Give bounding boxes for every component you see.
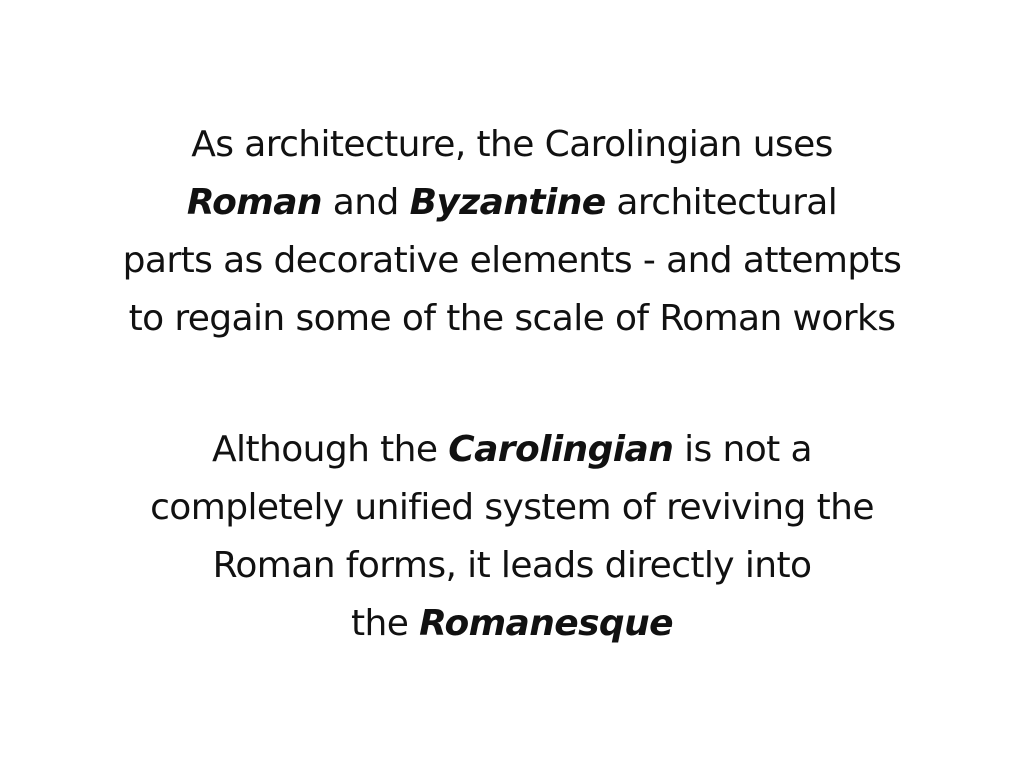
paragraph-carolingian-architecture bbox=[0, 116, 1024, 348]
paragraph-1-line-1: As architecture, the Carolingian uses bbox=[191, 124, 833, 165]
paragraph-2-line-4 bbox=[0, 595, 1024, 653]
paragraph-1-line-4: to regain some of the scale of Roman works bbox=[128, 298, 896, 339]
paragraph-1-line-3: parts as decorative elements - and attempts bbox=[122, 240, 902, 281]
paragraph-2-line-3: Roman forms, it leads directly into bbox=[212, 545, 812, 586]
paragraph-1-line-2-end: architectural bbox=[605, 182, 838, 223]
term-carolingian: Carolingian bbox=[448, 429, 674, 470]
paragraph-2-line-2: completely unified system of reviving the bbox=[150, 487, 874, 528]
paragraph-2-line-4-start: the bbox=[351, 603, 420, 644]
paragraph-2-line-1 bbox=[0, 421, 1024, 479]
paragraph-carolingian-romanesque bbox=[0, 421, 1024, 653]
paragraph-1-line-2-mid: and bbox=[321, 182, 410, 223]
paragraph-2-line-1-start: Although the bbox=[212, 429, 449, 470]
term-romanesque: Romanesque bbox=[419, 603, 673, 644]
paragraph-1-line-2 bbox=[0, 174, 1024, 232]
term-byzantine: Byzantine bbox=[409, 182, 606, 223]
term-roman: Roman bbox=[186, 182, 322, 223]
paragraph-2-line-1-end: is not a bbox=[673, 429, 812, 470]
